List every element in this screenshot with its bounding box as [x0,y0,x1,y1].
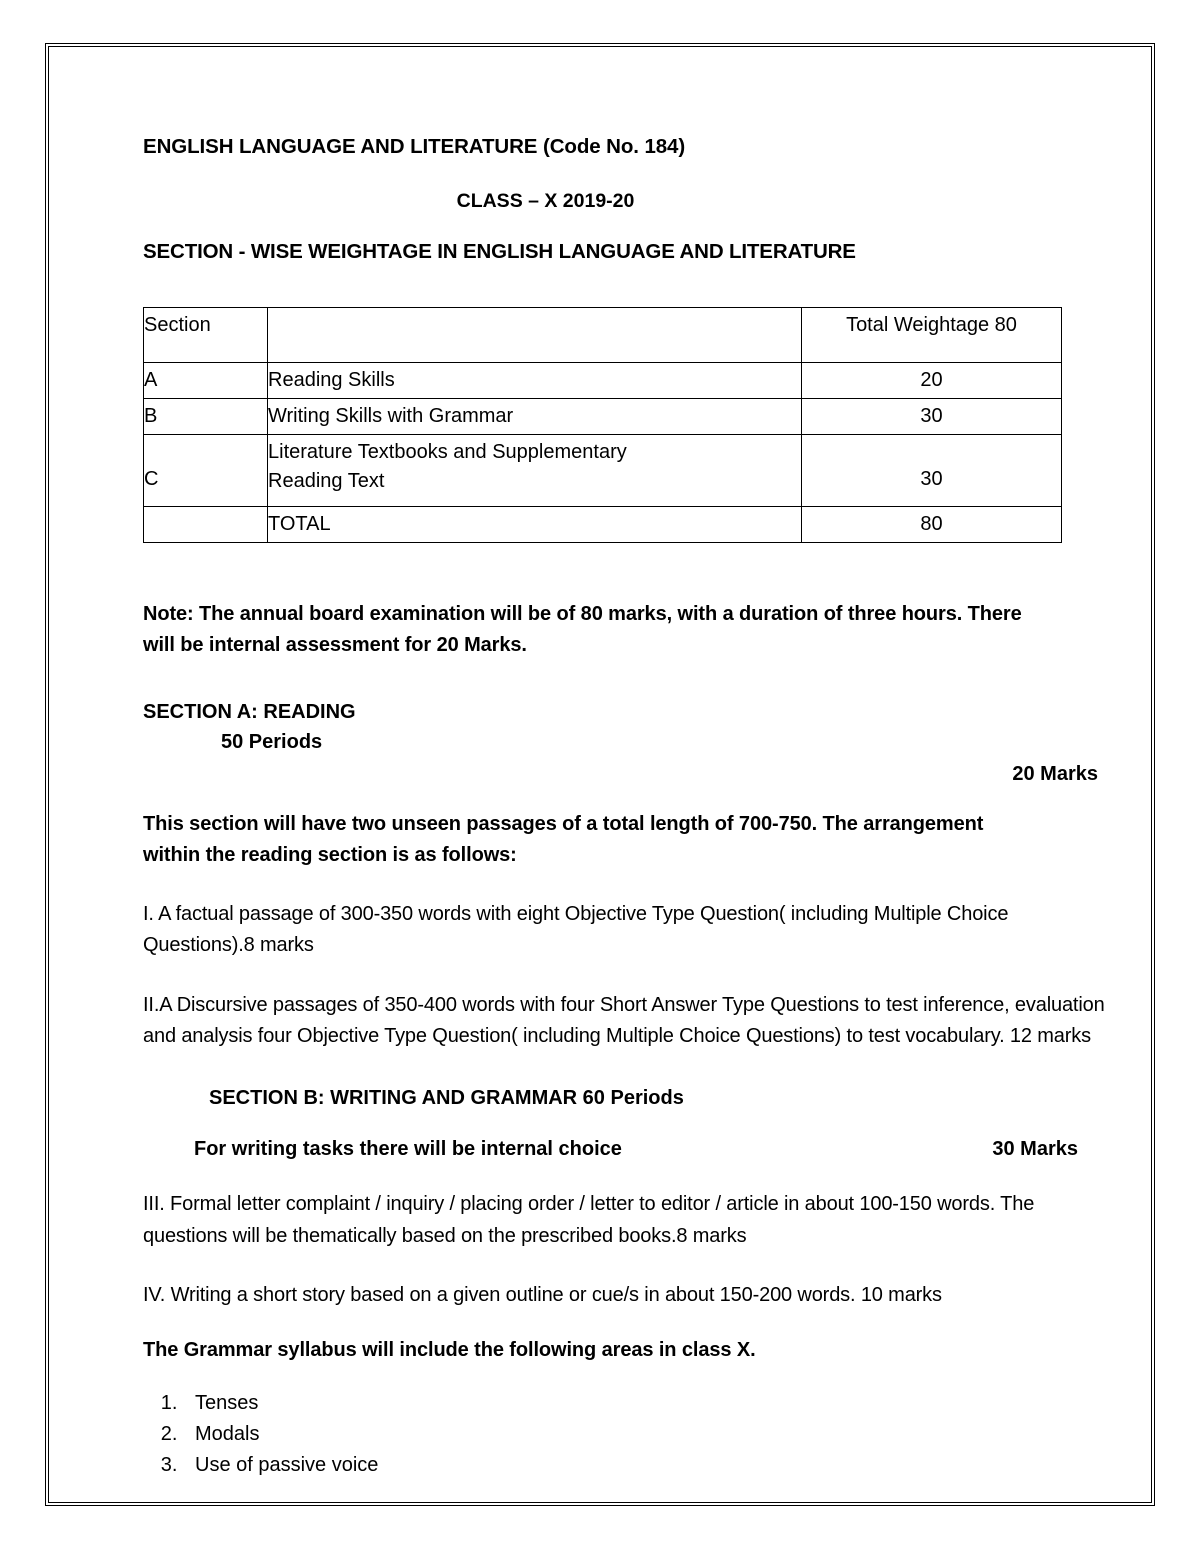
table-row [144,434,1062,506]
section-a-marks: 20 Marks [1012,762,1098,785]
row-description-a: Reading Skills [268,362,802,398]
row-total-a: 20 [802,362,1062,398]
weightage-table [143,307,1062,543]
row-total-c [802,434,1062,506]
page-title: ENGLISH LANGUAGE AND LITERATURE (Code No. 184) [143,135,686,158]
row-section-c-label: C [144,467,159,490]
section-wise-weightage-heading: SECTION - WISE WEIGHTAGE IN ENGLISH LANGUAGE AND LITERATURE [143,239,856,263]
document-content [143,135,1103,1481]
section-a-periods: 50 Periods [221,730,323,753]
writing-item-3: III. Formal letter complaint / inquiry / placing order / letter to editor / article in about 100-150 words. The questions will be thematically based on the prescribed books.8 marks [143,1192,1035,1247]
row-description-c [268,434,802,506]
class-subtitle: CLASS – X 2019-20 [456,189,635,212]
section-b-choice-note: For writing tasks there will be internal choice [194,1137,622,1160]
table-row [144,362,1062,398]
grammar-syllabus-heading: The Grammar syllabus will include the following areas in class X. [143,1338,756,1361]
row-description-b: Writing Skills with Grammar [268,398,802,434]
note-paragraph: Note: The annual board examination will be of 80 marks, with a duration of three hours. There will be internal assessment for 20 Marks. [143,602,1022,656]
row-section-b: B [144,398,268,434]
reading-item-2: II.A Discursive passages of 350-400 words with four Short Answer Type Questions to test inference, evaluation and analysis four Objective Type Question( including Multiple Choice Questions) to test vocabulary. 12 marks [143,993,1105,1048]
grammar-list [143,1388,1103,1481]
list-item: 1. Tenses [183,1388,1103,1419]
table-header-description [268,307,802,362]
table-row [144,398,1062,434]
table-header-section: Section [144,307,268,362]
row-description-c-line1: Literature Textbooks and Supplementary [268,440,627,463]
row-section-c [144,434,268,506]
writing-item-4: IV. Writing a short story based on a given outline or cue/s in about 150-200 words. 10 marks [143,1284,942,1307]
row-total-value: 80 [802,506,1062,542]
document-page [48,46,1152,1503]
section-a-heading: SECTION A: READING [143,700,356,723]
row-total-c-value: 30 [920,467,943,490]
table-header-row [144,307,1062,362]
list-item: 3. Use of passive voice [183,1450,1103,1481]
row-section-a: A [144,362,268,398]
section-b-marks: 30 Marks [992,1137,1078,1160]
row-description-total: TOTAL [268,506,802,542]
section-a-intro: This section will have two unseen passages of a total length of 700-750. The arrangement within the reading section is as follows: [143,812,984,866]
row-total-b: 30 [802,398,1062,434]
row-description-c-line2: Reading Text [268,469,385,492]
section-b-choice-row [143,1138,1078,1161]
table-row-total [144,506,1062,542]
section-b-heading: SECTION B: WRITING AND GRAMMAR 60 Periods [209,1086,684,1109]
row-section-total [144,506,268,542]
reading-item-1: I. A factual passage of 300-350 words with eight Objective Type Question( including Multiple Choice Questions).8 marks [143,902,1009,957]
list-item: 2. Modals [183,1419,1103,1450]
table-header-total: Total Weightage 80 [802,307,1062,362]
